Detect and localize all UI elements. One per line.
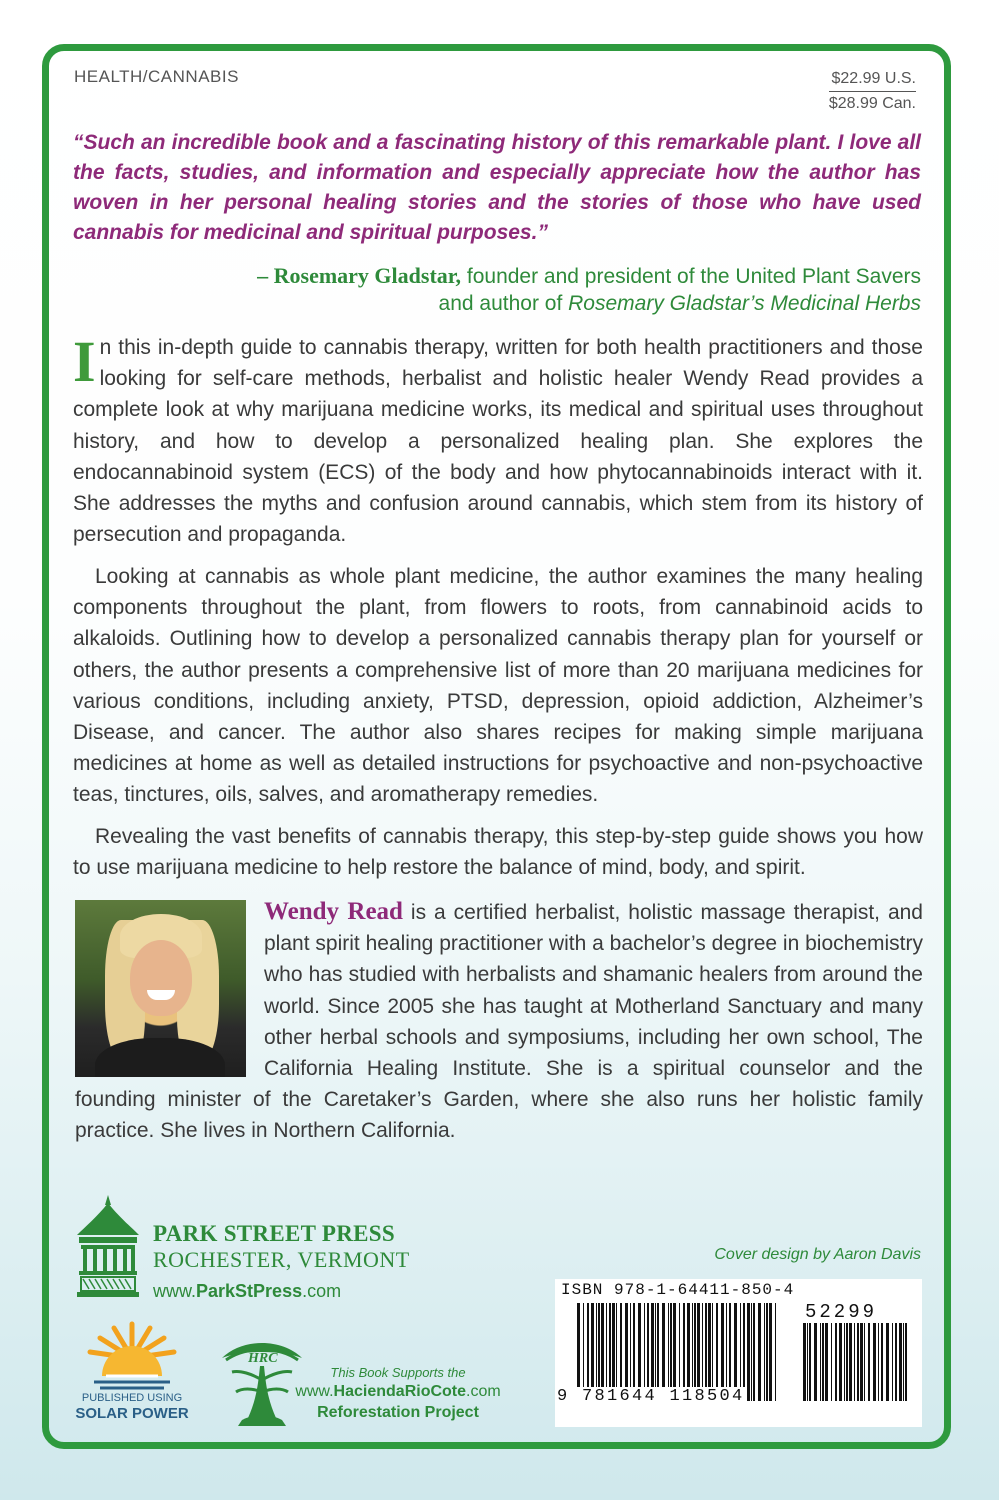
description-paragraph-2: Looking at cannabis as whole plant medicine, the author examines the many healing components throughout the plant, from flowers to roots, from cannabinoid acids to alkaloids. Outlining how to develop a personalized cannabis therapy plan for yourself or others, the author presents a comprehensive list of more than 20 marijuana medicines for various conditions, including anxiety, PTSD, depression, opioid addiction, Alzheimer’s Disease, and cancer. The author also shares recipes for making simple marijuana medicines at home as well as detailed instructions for psychoactive and non-psychoactive teas, tinctures, oils, salves, and aromatherapy remedies.	[73, 565, 923, 807]
sun-logo-icon	[72, 1318, 192, 1392]
gazebo-logo-icon	[75, 1193, 141, 1299]
endorsement-quote: “Such an incredible book and a fascinating history of this remarkable plant. I love all the facts, studies, and information and especially appreciate how the author has woven in her personal healing stories and the stories of those who have used cannabis for medicinal and spiritual purposes.”	[73, 131, 921, 244]
publisher-name: PARK STREET PRESS	[153, 1221, 395, 1246]
price-block	[829, 67, 916, 116]
description-paragraph-3: Revealing the vast benefits of cannabis therapy, this step-by-step guide shows you how to use marijuana medicine to help restore the balance of mind, body, and spirit.	[73, 825, 923, 880]
solar-line2: SOLAR POWER	[75, 1405, 189, 1422]
description-paragraph-1	[73, 329, 923, 550]
author-photo	[75, 900, 246, 1077]
isbn-label: ISBN 978-1-64411-850-4	[561, 1281, 795, 1299]
author-name: Wendy Read	[264, 898, 403, 925]
author-bio-text: is a certified herbalist, holistic massage therapist, and plant spirit healing practitioner with a bachelor’s degree in biochemistry who has studied with herbalists and shamanic healers from around the world. Since 2005 she has taught at Motherland Sanctuary and many other herbal schools and symposiums, including her own school, The California Healing Institute. She is a spiritual counselor and the founding minister of the Caretaker’s Garden, where she also runs her holistic family practice. She lives in Northern California.	[75, 901, 923, 1143]
support-line3: Reforestation Project	[317, 1404, 479, 1421]
ean-digits: 9 781644 118504	[557, 1387, 745, 1406]
author-bio	[75, 896, 923, 1147]
drop-cap: I	[73, 329, 96, 394]
price-code: 52299	[805, 1301, 878, 1323]
svg-text:HRC: HRC	[248, 1351, 278, 1366]
support-url[interactable]: www.HaciendaRioCote.com	[295, 1383, 501, 1400]
publisher-city: ROCHESTER, VERMONT	[153, 1247, 410, 1272]
attribution-prefix: and author of	[438, 292, 569, 315]
publisher-block	[75, 1193, 415, 1303]
support-line1: This Book Supports the	[330, 1365, 466, 1380]
description-p1-text: n this in-depth guide to cannabis therapy, written for both health practitioners and those looking for self-care methods, herbalist and holistic healer Wendy Read provides a complete look at why marijuana medicine works, its medical and spiritual uses throughout history, and how to develop a personalized healing plan. She explores the endocannabinoid system (ECS) of the body and how phytocannabinoids interact with it. She addresses the myths and confusion around cannabis, which stem from its history of persecution and propaganda.	[73, 336, 923, 547]
attribution-book: Rosemary Gladstar’s Medicinal Herbs	[568, 292, 921, 315]
price-can: $28.99 Can.	[828, 95, 916, 112]
quote-attribution	[257, 262, 921, 317]
barcode-panel	[555, 1279, 922, 1427]
attribution-role: founder and president of the United Plant Savers	[466, 265, 921, 288]
price-us: $22.99 U.S.	[829, 67, 916, 92]
category-label: HEALTH/CANNABIS	[74, 67, 239, 86]
price-barcode	[803, 1323, 907, 1401]
cover-credit: Cover design by Aaron Davis	[714, 1246, 921, 1263]
solar-power-badge	[72, 1318, 192, 1428]
publisher-url[interactable]: www.ParkStPress.com	[153, 1281, 342, 1301]
solar-line1: PUBLISHED USING	[81, 1392, 183, 1404]
reforestation-support	[288, 1364, 508, 1424]
attribution-name: – Rosemary Gladstar,	[257, 263, 462, 288]
